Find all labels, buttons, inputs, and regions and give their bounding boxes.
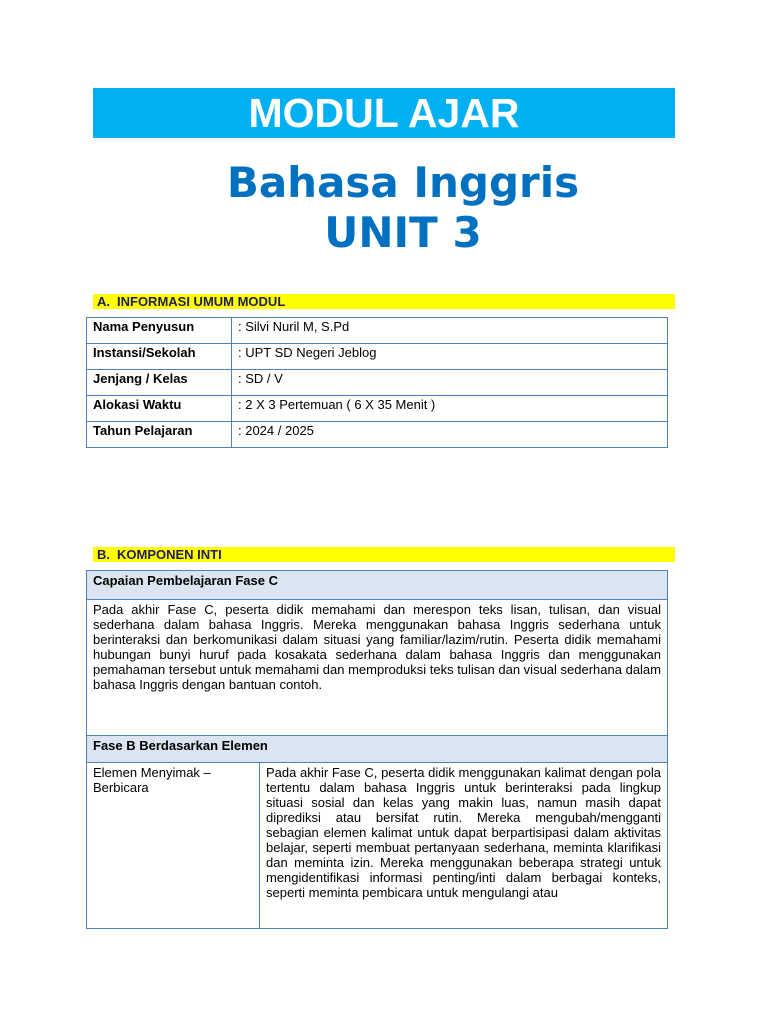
elemen-heading: Fase B Berdasarkan Elemen — [87, 736, 668, 763]
elemen-name: Elemen Menyimak – Berbicara — [87, 763, 260, 929]
section-a-letter: A. — [97, 294, 110, 309]
module-banner-title: MODUL AJAR — [93, 88, 675, 138]
section-a-heading — [93, 294, 675, 309]
info-value: : SD / V — [232, 370, 668, 396]
subject-title: Bahasa Inggris — [226, 158, 580, 207]
table-row — [87, 571, 668, 600]
section-b-heading — [93, 547, 675, 562]
info-value: : Silvi Nuril M, S.Pd — [232, 318, 668, 344]
table-row — [87, 370, 668, 396]
subject-title-block — [93, 158, 713, 258]
elemen-cell — [260, 763, 668, 929]
section-b-letter: B. — [97, 547, 110, 562]
info-key: Alokasi Waktu — [87, 396, 232, 422]
table-row — [87, 318, 668, 344]
info-key: Jenjang / Kelas — [87, 370, 232, 396]
capaian-text: Pada akhir Fase C, peserta didik memahami dan merespon teks lisan, tulisan, dan visual sederhana dalam bahasa Inggris. Mereka menggunakan bahasa Inggris sederhana untuk berinteraksi dan berkomunikasi dalam situasi yang familiar/lazim/rutin. Peserta didik memahami hubungan bunyi huruf pada kosakata sederhana dalam bahasa Inggris dan menggunakan pemahaman tersebut untuk memahami dan memproduksi teks tulisan dan visual sederhana dalam bahasa Inggris dengan bantuan contoh. — [87, 600, 668, 736]
table-row — [87, 600, 668, 736]
info-key: Instansi/Sekolah — [87, 344, 232, 370]
section-a-title: INFORMASI UMUM MODUL — [117, 294, 286, 309]
table-row — [87, 763, 668, 929]
general-info-table — [86, 317, 668, 448]
table-row — [87, 736, 668, 763]
core-component-table — [86, 570, 668, 929]
info-value: : 2024 / 2025 — [232, 422, 668, 448]
capaian-heading: Capaian Pembelajaran Fase C — [87, 571, 668, 600]
table-row — [87, 422, 668, 448]
info-value: : 2 X 3 Pertemuan ( 6 X 35 Menit ) — [232, 396, 668, 422]
unit-title: UNIT 3 — [324, 208, 482, 257]
section-b-title: KOMPONEN INTI — [117, 547, 222, 562]
elemen-text: Pada akhir Fase C, peserta didik menggunakan kalimat dengan pola tertentu dalam bahasa Inggris untuk berinteraksi pada lingkup situasi sosial dan kelas yang makin luas, namun masih dapat diprediksi atau bersifat rutin. Mereka mengubah/mengganti sebagian elemen kalimat untuk dapat berpartisipasi dalam aktivitas belajar, seperti membuat pertanyaan sederhana, meminta klarifikasi dan meminta izin. Mereka menggunakan beberapa strategi untuk mengidentifikasi informasi penting/inti dalam berbagai konteks, seperti meminta pembicara untuk mengulangi atau — [266, 765, 661, 900]
info-key: Nama Penyusun — [87, 318, 232, 344]
info-key: Tahun Pelajaran — [87, 422, 232, 448]
info-value: : UPT SD Negeri Jeblog — [232, 344, 668, 370]
table-row — [87, 344, 668, 370]
table-row — [87, 396, 668, 422]
